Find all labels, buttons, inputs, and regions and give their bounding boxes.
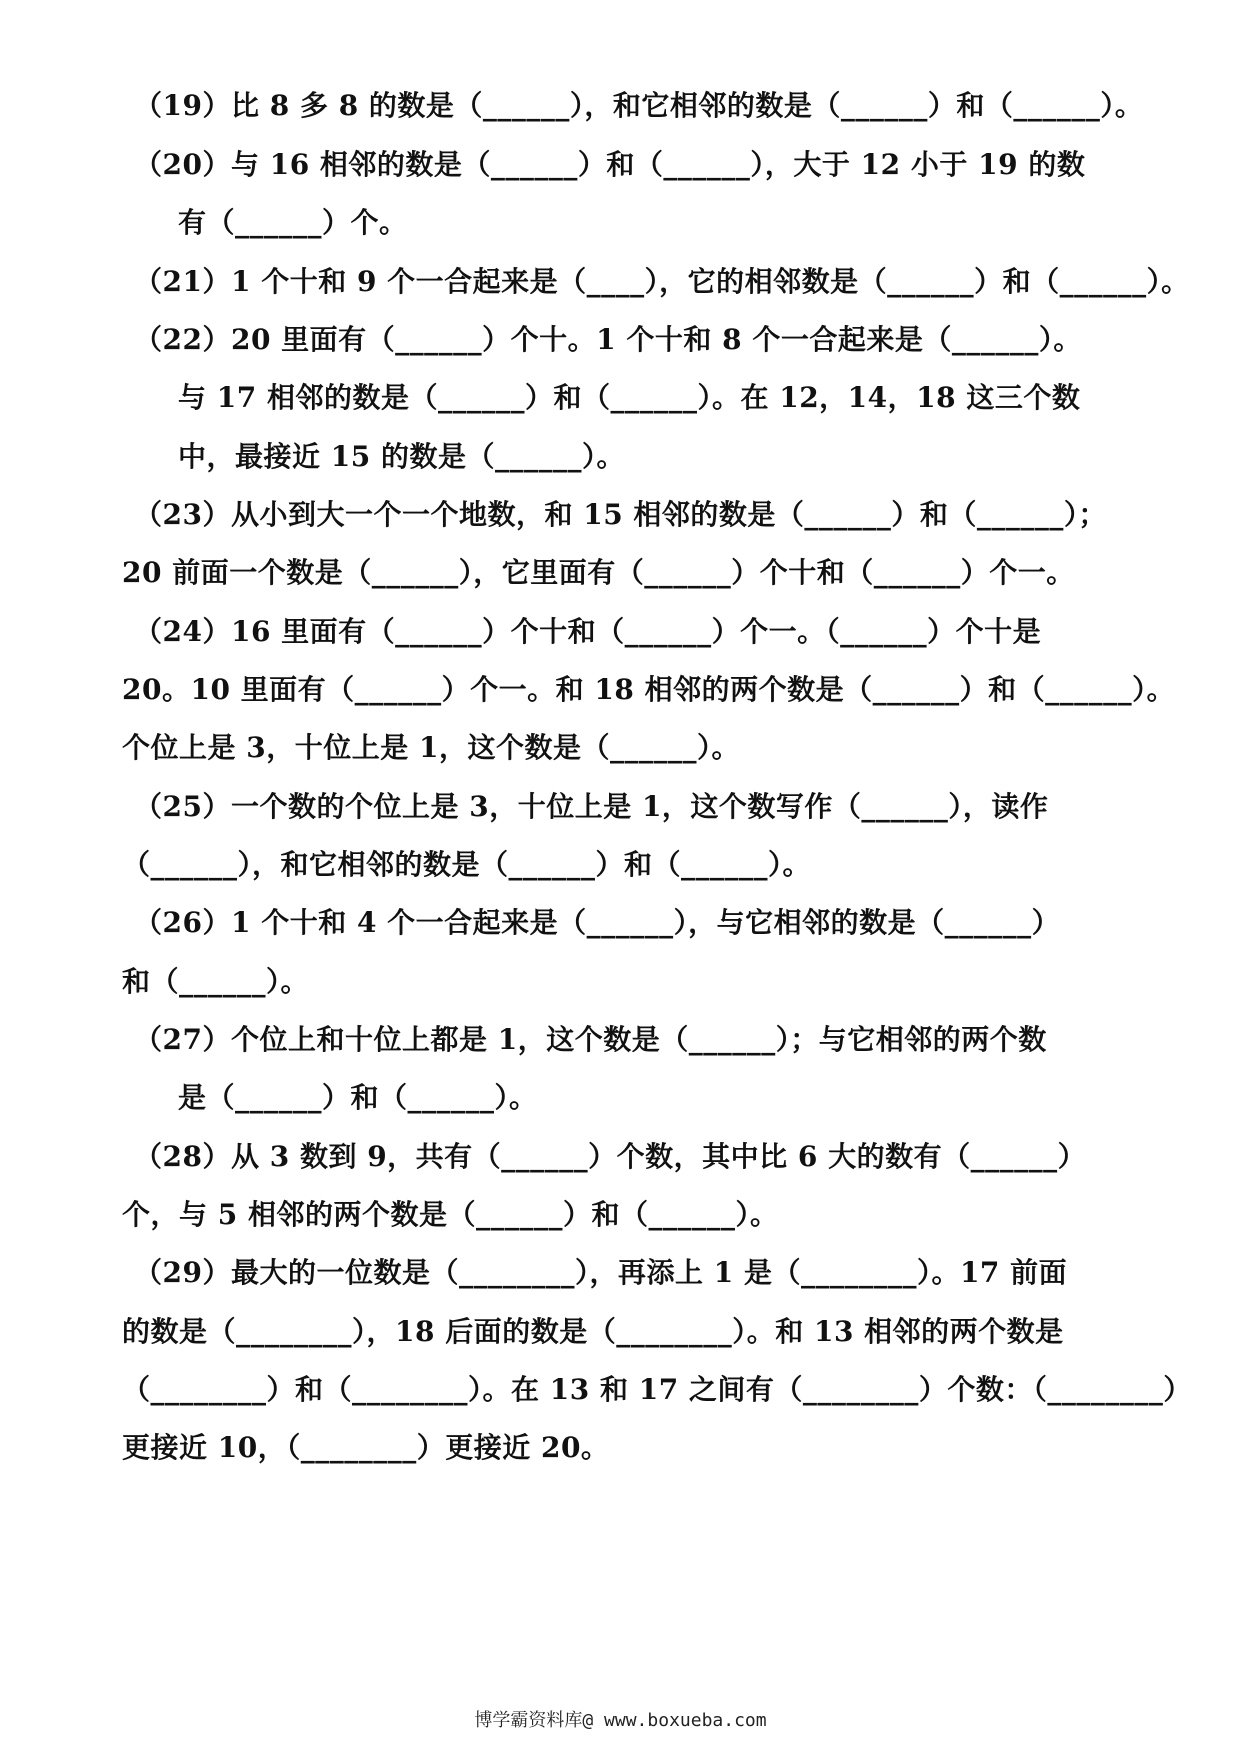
q28-line-2: 个，与 5 相邻的两个数是（______）和（______）。 [122,1198,779,1231]
q21-line-1: （21）1 个十和 9 个一合起来是（____），它的相邻数是（______）和（______）。 [134,265,1190,298]
q26-line-1: （26）1 个十和 4 个一合起来是（______），与它相邻的数是（______） [134,906,1061,939]
q28-line-1: （28）从 3 数到 9，共有（______）个数，其中比 6 大的数有（______） [134,1140,1087,1173]
q19-line-1: （19）比 8 多 8 的数是（______），和它相邻的数是（______）和（______）。 [134,89,1144,122]
q25-line-1: （25）一个数的个位上是 3，十位上是 1，这个数写作（______），读作 [134,790,1049,823]
q20-line-2: 有（______）个。 [178,206,408,239]
q23-line-2: 20 前面一个数是（______），它里面有（______）个十和（______）个一。 [122,556,1075,589]
q29-line-1: （29）最大的一位数是（________），再添上 1 是（________）。17 前面 [134,1256,1068,1289]
q27-line-2: 是（______）和（______）。 [178,1081,538,1114]
q24-line-1: （24）16 里面有（______）个十和（______）个一。（______）个十是 [134,615,1042,648]
q24-line-3: 个位上是 3，十位上是 1，这个数是（______）。 [122,731,740,764]
q22-line-2: 与 17 相邻的数是（______）和（______）。在 12，14，18 这三个数 [178,381,1081,414]
q29-line-4: 更接近 10，（________）更接近 20。 [122,1431,610,1464]
q22-line-1: （22）20 里面有（______）个十。1 个十和 8 个一合起来是（______）。 [134,323,1082,356]
q24-line-2: 20。10 里面有（______）个一。和 18 相邻的两个数是（______）和（______）。 [122,673,1176,706]
q20-line-1: （20）与 16 相邻的数是（______）和（______），大于 12 小于 19 的数 [134,148,1086,181]
footer-watermark: 博学霸资料库@ www.boxueba.com [474,1710,767,1731]
q29-line-2: 的数是（________），18 后面的数是（________）。和 13 相邻的两个数是 [122,1315,1064,1348]
q29-line-3: （________）和（________）。在 13 和 17 之间有（________）个数：（________） [122,1373,1192,1406]
q27-line-1: （27）个位上和十位上都是 1，这个数是（______）；与它相邻的两个数 [134,1023,1047,1056]
q23-line-1: （23）从小到大一个一个地数，和 15 相邻的数是（______）和（______）； [134,498,1107,531]
q26-line-2: 和（______）。 [122,965,310,998]
q25-line-2: （______），和它相邻的数是（______）和（______）。 [122,848,812,881]
q22-line-3: 中，最接近 15 的数是（______）。 [178,440,625,473]
